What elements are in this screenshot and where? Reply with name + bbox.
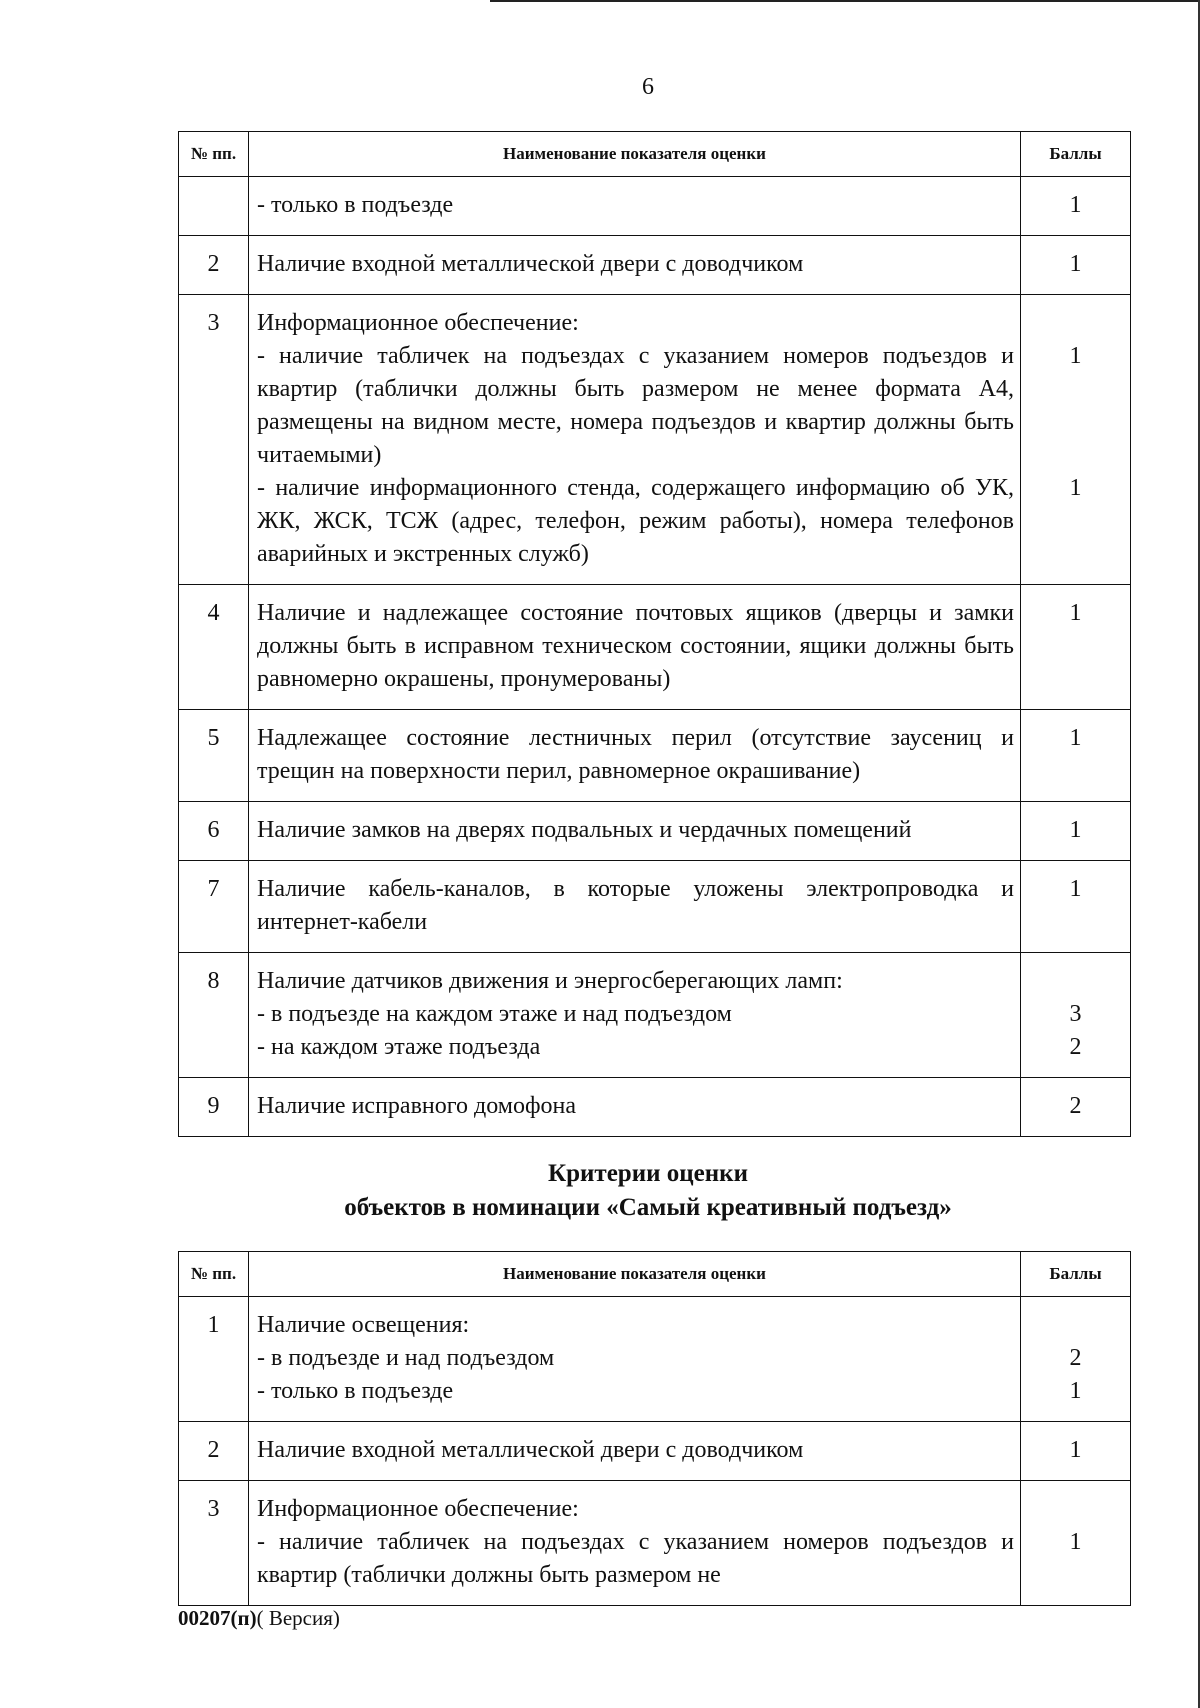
points-cell bbox=[1021, 177, 1131, 236]
criterion-text bbox=[249, 1481, 1021, 1606]
table-row bbox=[179, 295, 1131, 585]
section-heading bbox=[0, 1157, 1200, 1225]
section-heading-line-1: Критерии оценки bbox=[548, 1160, 748, 1187]
criterion-line: - наличие табличек на подъездах с указанием номеров подъездов и квартир (таблички должны быть размером не менее формата А4, размещены на видном месте, номера подъездов и квартир должны быть читаемыми) bbox=[257, 343, 1014, 468]
points-value bbox=[1021, 307, 1130, 340]
row-number: 2 bbox=[179, 236, 249, 295]
header-points: Баллы bbox=[1021, 1252, 1131, 1297]
criterion-text bbox=[249, 953, 1021, 1078]
criterion-line: Наличие и надлежащее состояние почтовых ящиков (дверцы и замки должны быть в исправном техническом состоянии, ящики должны быть равномерно окрашены, пронумерованы) bbox=[257, 600, 1014, 692]
points-cell bbox=[1021, 953, 1131, 1078]
points-value: 3 bbox=[1069, 1001, 1082, 1027]
header-num: № пп. bbox=[179, 132, 249, 177]
table-header-row bbox=[179, 1252, 1131, 1297]
criterion-text bbox=[249, 177, 1021, 236]
table-row bbox=[179, 1078, 1131, 1137]
points-value: 1 bbox=[1069, 1437, 1082, 1463]
criterion-line: Информационное обеспечение: bbox=[257, 1496, 579, 1522]
criterion-text bbox=[249, 710, 1021, 802]
criterion-line: Наличие датчиков движения и энергосберегающих ламп: bbox=[257, 968, 843, 994]
criterion-text bbox=[249, 585, 1021, 710]
table-row bbox=[179, 1481, 1131, 1606]
criterion-text bbox=[249, 1422, 1021, 1481]
points-value: 1 bbox=[1069, 1529, 1082, 1555]
page-number: 6 bbox=[642, 74, 654, 100]
row-number: 3 bbox=[179, 1481, 249, 1606]
row-number: 4 bbox=[179, 585, 249, 710]
criterion-line: Наличие исправного домофона bbox=[257, 1093, 576, 1119]
row-number: 7 bbox=[179, 861, 249, 953]
table-row bbox=[179, 861, 1131, 953]
table-row bbox=[179, 1422, 1131, 1481]
table-row bbox=[179, 710, 1131, 802]
table-row bbox=[179, 802, 1131, 861]
points-cell bbox=[1021, 1078, 1131, 1137]
criterion-line: - на каждом этаже подъезда bbox=[257, 1034, 541, 1060]
header-name: Наименование показателя оценки bbox=[249, 1252, 1021, 1297]
points-cell bbox=[1021, 861, 1131, 953]
points-cell bbox=[1021, 802, 1131, 861]
criterion-line: - только в подъезде bbox=[257, 192, 454, 218]
table-header-row bbox=[179, 132, 1131, 177]
criterion-text bbox=[249, 1078, 1021, 1137]
points-value: 2 bbox=[1069, 1093, 1082, 1119]
points-value: 1 bbox=[1069, 343, 1082, 369]
row-number: 8 bbox=[179, 953, 249, 1078]
document-code-number: 00207(п) bbox=[178, 1606, 257, 1630]
criterion-text bbox=[249, 236, 1021, 295]
points-cell bbox=[1021, 236, 1131, 295]
criterion-line: Наличие освещения: bbox=[257, 1312, 470, 1338]
criterion-line: Наличие входной металлической двери с доводчиком bbox=[257, 1437, 804, 1463]
points-value: 1 bbox=[1069, 475, 1082, 501]
criterion-line: Наличие замков на дверях подвальных и чердачных помещений bbox=[257, 817, 912, 843]
points-value: 1 bbox=[1069, 600, 1082, 626]
points-value bbox=[1021, 965, 1130, 998]
row-number: 2 bbox=[179, 1422, 249, 1481]
points-value bbox=[1021, 373, 1130, 406]
criterion-text bbox=[249, 295, 1021, 585]
points-cell bbox=[1021, 585, 1131, 710]
points-value: 1 bbox=[1069, 817, 1082, 843]
table-row bbox=[179, 585, 1131, 710]
criterion-line: - только в подъезде bbox=[257, 1378, 454, 1404]
section-heading-line-2: объектов в номинации «Самый креативный подъезд» bbox=[344, 1194, 952, 1221]
scan-edge-top bbox=[490, 0, 1200, 2]
criterion-text bbox=[249, 802, 1021, 861]
row-number: 9 bbox=[179, 1078, 249, 1137]
points-cell bbox=[1021, 1481, 1131, 1606]
points-value bbox=[1021, 1493, 1130, 1526]
criterion-line: - в подъезде и над подъездом bbox=[257, 1345, 555, 1371]
points-value: 1 bbox=[1069, 251, 1082, 277]
points-value: 1 bbox=[1069, 725, 1082, 751]
table-row bbox=[179, 953, 1131, 1078]
points-value: 1 bbox=[1069, 192, 1082, 218]
points-cell bbox=[1021, 1422, 1131, 1481]
criterion-line: - наличие информационного стенда, содержащего информацию об УК, ЖК, ЖСК, ТСЖ (адрес, телефон, режим работы), номера телефонов аварийных и экстренных служб) bbox=[257, 475, 1014, 567]
criterion-text bbox=[249, 861, 1021, 953]
header-num: № пп. bbox=[179, 1252, 249, 1297]
points-value bbox=[1021, 439, 1130, 472]
criterion-text bbox=[249, 1297, 1021, 1422]
points-value: 2 bbox=[1069, 1034, 1082, 1060]
criterion-line: Наличие входной металлической двери с доводчиком bbox=[257, 251, 804, 277]
header-points: Баллы bbox=[1021, 132, 1131, 177]
header-name: Наименование показателя оценки bbox=[249, 132, 1021, 177]
table-row bbox=[179, 1297, 1131, 1422]
row-number bbox=[179, 177, 249, 236]
table-row bbox=[179, 177, 1131, 236]
points-cell bbox=[1021, 1297, 1131, 1422]
document-version: ( Версия) bbox=[256, 1606, 340, 1630]
criterion-line: - в подъезде на каждом этаже и над подъездом bbox=[257, 1001, 732, 1027]
row-number: 6 bbox=[179, 802, 249, 861]
row-number: 3 bbox=[179, 295, 249, 585]
row-number: 5 bbox=[179, 710, 249, 802]
criterion-line: Информационное обеспечение: bbox=[257, 310, 579, 336]
criteria-table-2 bbox=[178, 1251, 1131, 1606]
points-value: 1 bbox=[1069, 876, 1082, 902]
table-row bbox=[179, 236, 1131, 295]
points-value bbox=[1021, 406, 1130, 439]
criterion-line: Наличие кабель-каналов, в которые уложены электропроводка и интернет-кабели bbox=[257, 876, 1014, 935]
row-number: 1 bbox=[179, 1297, 249, 1422]
criteria-table-1 bbox=[178, 131, 1131, 1137]
criterion-line: Надлежащее состояние лестничных перил (отсутствие заусениц и трещин на поверхности перил, равномерное окрашивание) bbox=[257, 725, 1014, 784]
points-value: 2 bbox=[1069, 1345, 1082, 1371]
criterion-line: - наличие табличек на подъездах с указанием номеров подъездов и квартир (таблички должны быть размером не bbox=[257, 1529, 1014, 1588]
points-cell bbox=[1021, 710, 1131, 802]
points-value bbox=[1021, 1309, 1130, 1342]
points-cell bbox=[1021, 295, 1131, 585]
points-value: 1 bbox=[1069, 1378, 1082, 1404]
document-code bbox=[178, 1606, 340, 1631]
